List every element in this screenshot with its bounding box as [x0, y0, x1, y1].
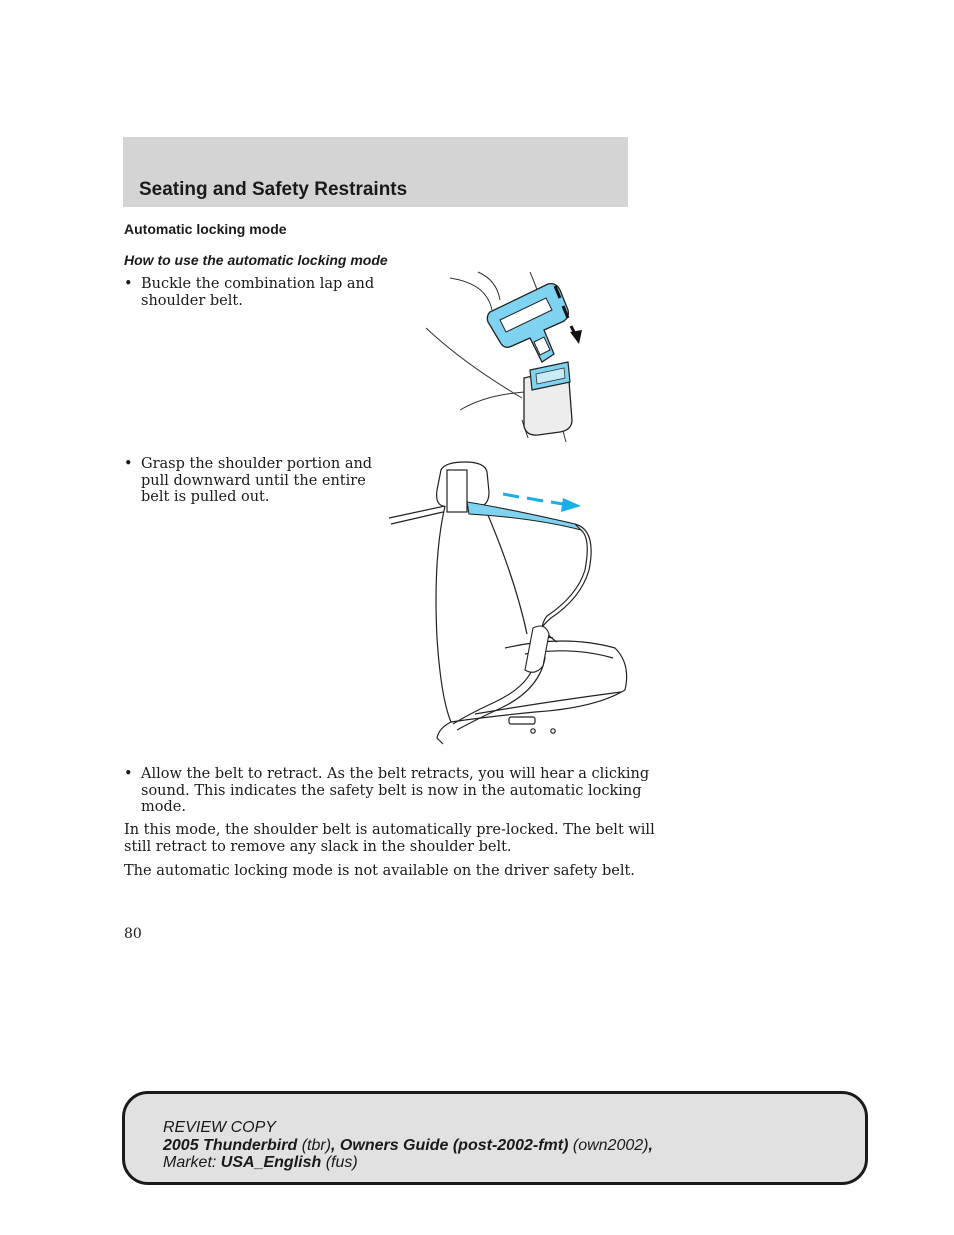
bullet-line: Allow the belt to retract. As the belt retracts, you will hear a clicking — [141, 766, 650, 782]
subheading: Automatic locking mode — [124, 221, 287, 237]
footer-guide-code: (own2002) — [572, 1136, 649, 1154]
paragraph-1 — [124, 822, 655, 855]
paragraph-line: The automatic locking mode is not available on the driver safety belt. — [124, 863, 635, 879]
bullet-line: Buckle the combination lap and — [141, 276, 375, 292]
footer-review-copy: REVIEW COPY — [163, 1119, 276, 1136]
footer-market-code: (fus) — [325, 1154, 358, 1171]
review-copy-footer — [122, 1091, 868, 1185]
bullet-line: pull downward until the entire — [141, 472, 366, 489]
footer-model-code: (tbr) — [301, 1136, 332, 1154]
bullet-dot: • — [124, 456, 133, 472]
footer-model: 2005 Thunderbird — [163, 1136, 298, 1154]
footer-market-label: Market: — [163, 1154, 217, 1171]
footer-separator: , — [648, 1136, 653, 1154]
bullet-line: Grasp the shoulder portion and — [141, 456, 373, 472]
bullet-line: shoulder belt. — [141, 292, 243, 309]
page-number: 80 — [124, 926, 142, 942]
section-header-band — [123, 137, 628, 207]
paragraph-line: still retract to remove any slack in the shoulder belt. — [124, 838, 512, 855]
paragraph-line: In this mode, the shoulder belt is automatically pre-locked. The belt will — [124, 822, 655, 838]
footer-guide: Owners Guide (post-2002-fmt) — [339, 1136, 569, 1154]
bullet-line: belt is pulled out. — [141, 489, 270, 505]
bullet-line: mode. — [141, 799, 186, 815]
bullet-dot: • — [124, 276, 133, 292]
seat-belt-illustration — [385, 458, 635, 748]
bullet-line: sound. This indicates the safety belt is now in the automatic locking — [141, 782, 642, 799]
subheading-italic: How to use the automatic locking mode — [124, 252, 388, 268]
pull-arrow-icon — [503, 494, 563, 504]
bullet-dot: • — [124, 766, 133, 782]
footer-separator: , — [331, 1136, 340, 1154]
section-title: Seating and Safety Restraints — [139, 179, 408, 200]
footer-market: USA_English — [220, 1154, 322, 1171]
paragraph-2 — [124, 863, 635, 880]
buckle-illustration — [420, 270, 590, 445]
